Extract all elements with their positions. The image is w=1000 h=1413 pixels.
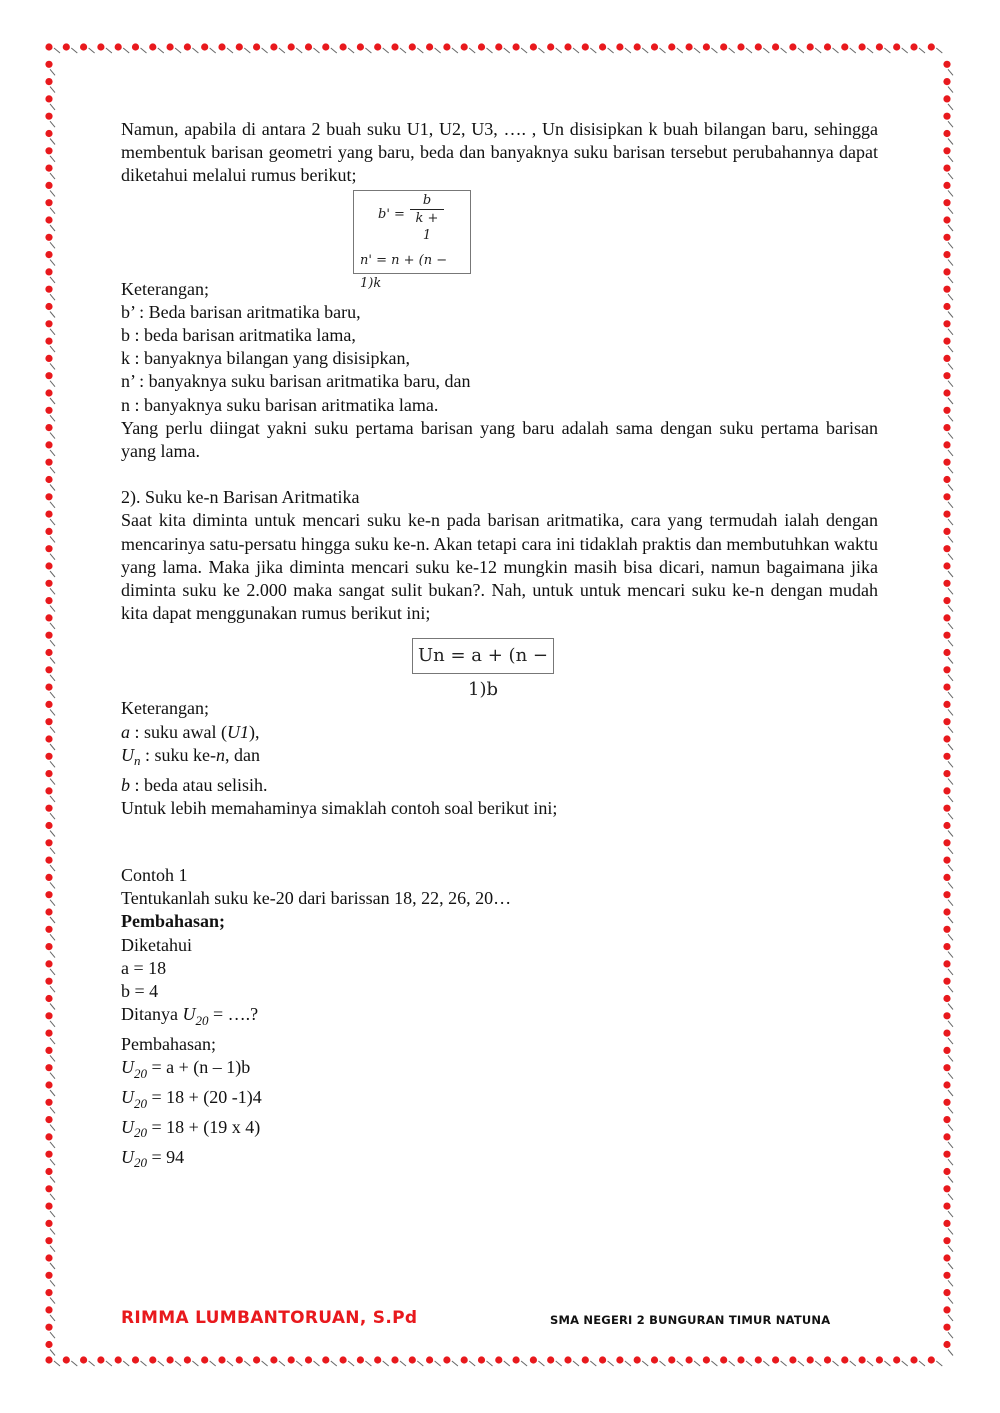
border-dot (943, 493, 953, 508)
border-dot (305, 43, 320, 53)
border-dot (943, 251, 953, 266)
border-dot (478, 43, 493, 53)
border-dot (45, 1012, 55, 1027)
border-dot (564, 1356, 579, 1366)
border-dot (943, 216, 953, 231)
keterangan-note: Yang perlu diingat yakni suku pertama barisan yang baru adalah sama dengan suku pertama barisan yang lama. (121, 417, 878, 462)
border-dot (478, 1356, 493, 1366)
border-dot (943, 1272, 953, 1287)
border-dot (45, 545, 55, 560)
border-dot (45, 234, 55, 249)
border-dot (547, 1356, 562, 1366)
border-dot (943, 597, 953, 612)
border-dot (45, 562, 55, 577)
border-dot (876, 43, 891, 53)
border-dot (322, 1356, 337, 1366)
border-dot (943, 1099, 953, 1114)
border-dot (943, 1047, 953, 1062)
border-dot (943, 510, 953, 525)
section-body: Saat kita diminta untuk mencari suku ke-n pada barisan aritmatika, cara yang termudah ialah dengan mencarinya satu-persatu hingga suku ke-n. Akan tetapi cara ini tidaklah praktis dan membutuhkan waktu yang lama. Maka jika diminta mencari suku ke-12 mungkin masih bisa dicari, namun bagaimana jika diminta suku ke 2.000 maka sangat sulit bukan?. Nah, untuk untuk mencari suku ke-n dengan mudah kita dapat menggunakan rumus berikut ini; (121, 510, 878, 624)
border-dot (45, 1254, 55, 1269)
border-dot (45, 147, 55, 162)
border-dot (45, 1341, 55, 1356)
border-dot (943, 1081, 953, 1096)
border-dot (943, 528, 953, 543)
border-dot (374, 43, 389, 53)
border-dot (772, 43, 787, 53)
border-dot (686, 1356, 701, 1366)
border-dot (943, 978, 953, 993)
border-dot (45, 389, 55, 404)
border-dot (45, 649, 55, 664)
border-dot (45, 355, 55, 370)
border-dot (409, 43, 424, 53)
border-dot (322, 43, 337, 53)
border-dot (943, 1133, 953, 1148)
border-dot (789, 1356, 804, 1366)
border-dot (45, 943, 55, 958)
pembahasan-label: Pembahasan; (121, 1034, 216, 1055)
border-dot (943, 355, 953, 370)
formula-nth-term: Un = a + (n − 1)b (418, 645, 548, 701)
border-dot (943, 338, 953, 353)
border-dot (943, 666, 953, 681)
border-dot (943, 943, 953, 958)
border-dot (943, 545, 953, 560)
border-dot (409, 1356, 424, 1366)
border-dot (859, 1356, 874, 1366)
border-dot (859, 43, 874, 53)
border-dot (253, 43, 268, 53)
border-dot (547, 43, 562, 53)
border-dot (63, 1356, 78, 1366)
keterangan-heading: Keterangan; (121, 698, 209, 719)
border-dot (772, 1356, 787, 1366)
border-dot (943, 960, 953, 975)
border-dot (149, 1356, 164, 1366)
keterangan-heading: Keterangan; (121, 278, 209, 299)
border-dot (288, 1356, 303, 1366)
border-dot (132, 1356, 147, 1366)
border-dot (651, 1356, 666, 1366)
border-dot (928, 43, 943, 53)
border-dot (45, 1116, 55, 1131)
border-dot (443, 1356, 458, 1366)
border-dot (943, 753, 953, 768)
border-dot (943, 822, 953, 837)
border-dot (943, 303, 953, 318)
border-dot (45, 95, 55, 110)
border-dot (943, 268, 953, 283)
footer-author: RIMMA LUMBANTORUAN, S.Pd (121, 1308, 418, 1328)
border-dot (943, 995, 953, 1010)
border-dot (599, 1356, 614, 1366)
border-dot (357, 43, 372, 53)
border-dot (943, 1012, 953, 1027)
border-dot (530, 43, 545, 53)
border-dot (167, 43, 182, 53)
border-dot (45, 908, 55, 923)
border-dot (201, 43, 216, 53)
border-dot (80, 43, 95, 53)
border-dot (45, 61, 55, 76)
border-dot (45, 718, 55, 733)
border-dot (668, 43, 683, 53)
border-dot (943, 874, 953, 889)
border-dot (201, 1356, 216, 1366)
border-dot (616, 43, 631, 53)
border-dot (943, 857, 953, 872)
border-dot (236, 1356, 251, 1366)
border-dot (45, 407, 55, 422)
border-dot (943, 787, 953, 802)
border-dot (720, 1356, 735, 1366)
border-dot (943, 718, 953, 733)
border-dot (45, 787, 55, 802)
keterangan-item: k : banyaknya bilangan yang disisipkan, (121, 348, 410, 369)
border-dot (340, 1356, 355, 1366)
border-dot (824, 1356, 839, 1366)
border-dot (45, 960, 55, 975)
border-dot (270, 1356, 285, 1366)
border-dot (45, 493, 55, 508)
border-dot (45, 78, 55, 93)
border-dot (236, 43, 251, 53)
keterangan-item: b : beda barisan aritmatika lama, (121, 325, 356, 346)
intro-paragraph: Namun, apabila di antara 2 buah suku U1, U2, U3, …. , Un disisipkan k buah bilangan baru, sehingga membentuk barisan geometri yang baru, beda dan banyaknya suku barisan tersebut perubahannya dapat diketahui melalui rumus berikut; (121, 119, 878, 186)
border-dot (45, 1185, 55, 1200)
border-dot (184, 43, 199, 53)
border-dot (876, 1356, 891, 1366)
border-dot (943, 95, 953, 110)
border-dot (789, 43, 804, 53)
border-dot (45, 1237, 55, 1252)
border-dot (45, 251, 55, 266)
border-dot (928, 1356, 943, 1366)
border-dot (634, 43, 649, 53)
border-dot (943, 1185, 953, 1200)
border-dot (893, 1356, 908, 1366)
border-dot (45, 839, 55, 854)
border-dot (943, 805, 953, 820)
border-dot (391, 43, 406, 53)
border-dot (45, 701, 55, 716)
border-dot (943, 1341, 953, 1356)
border-dot (97, 43, 112, 53)
border-dot (270, 43, 285, 53)
border-dot (45, 528, 55, 543)
border-dot (45, 770, 55, 785)
border-dot (45, 165, 55, 180)
border-dot (807, 1356, 822, 1366)
border-dot (45, 1203, 55, 1218)
border-dot (564, 43, 579, 53)
border-dot (45, 805, 55, 820)
legend-un: $U_n$ : suku ke-n, dan (121, 744, 260, 769)
border-dot (288, 43, 303, 53)
border-dot (943, 1151, 953, 1166)
border-dot (634, 1356, 649, 1366)
closing-sentence: Untuk lebih memahaminya simaklah contoh soal berikut ini; (121, 797, 558, 818)
border-dot (115, 1356, 130, 1366)
formula-box-insertion (353, 190, 471, 291)
border-dot (45, 1168, 55, 1183)
border-dot (943, 286, 953, 301)
border-dot (824, 43, 839, 53)
border-dot (426, 43, 441, 53)
border-dot (943, 407, 953, 422)
border-dot (943, 476, 953, 491)
border-dot (426, 1356, 441, 1366)
border-dot (910, 1356, 925, 1366)
given-a: a = 18 (121, 957, 167, 978)
border-dot (737, 43, 752, 53)
border-dot (943, 441, 953, 456)
example-question: Tentukanlah suku ke-20 dari barissan 18, 22, 26, 20… (121, 888, 512, 909)
border-dot (45, 1030, 55, 1045)
border-dot (943, 649, 953, 664)
border-dot (45, 995, 55, 1010)
border-dot (45, 338, 55, 353)
border-dot (943, 320, 953, 335)
border-dot (45, 632, 55, 647)
border-dot (943, 1324, 953, 1339)
border-dot (943, 1203, 953, 1218)
border-dot (45, 891, 55, 906)
border-dot (943, 130, 953, 145)
border-dot (943, 165, 953, 180)
border-dot (218, 1356, 233, 1366)
border-dot (340, 43, 355, 53)
example-pembahasan-label: Pembahasan; (121, 911, 226, 932)
formula-fraction (410, 193, 444, 244)
border-dot (45, 286, 55, 301)
border-dot (45, 113, 55, 128)
formula-denominator: k + 1 (415, 210, 439, 243)
border-dot (703, 1356, 718, 1366)
legend-a: a : suku awal (U1), (121, 721, 260, 742)
border-dot (45, 978, 55, 993)
border-dot (651, 43, 666, 53)
example-title: Contoh 1 (121, 865, 188, 886)
border-dot (45, 1306, 55, 1321)
border-dot (841, 43, 856, 53)
border-dot (616, 1356, 631, 1366)
section-heading: 2). Suku ke-n Barisan Aritmatika (121, 487, 360, 508)
border-dot (45, 753, 55, 768)
border-dot (686, 43, 701, 53)
border-dot (513, 43, 528, 53)
border-dot (45, 182, 55, 197)
border-dot (45, 268, 55, 283)
formula-box-nth-term (412, 638, 554, 701)
border-dot (63, 43, 78, 53)
border-dot (45, 580, 55, 595)
border-dot (253, 1356, 268, 1366)
border-dot (45, 857, 55, 872)
border-dot (132, 43, 147, 53)
border-dot (943, 1116, 953, 1131)
border-dot (45, 1289, 55, 1304)
border-dot (45, 822, 55, 837)
border-dot (943, 113, 953, 128)
border-dot (943, 632, 953, 647)
border-dot (943, 1220, 953, 1235)
border-dot (943, 199, 953, 214)
border-dot (495, 1356, 510, 1366)
border-dot (45, 476, 55, 491)
border-dot (167, 1356, 182, 1366)
border-dot (720, 43, 735, 53)
border-dot (45, 459, 55, 474)
border-dot (943, 424, 953, 439)
border-dot (943, 1064, 953, 1079)
border-dot (943, 1030, 953, 1045)
formula-numerator: b (410, 193, 444, 210)
border-dot (943, 234, 953, 249)
border-dot (755, 43, 770, 53)
border-dot (45, 320, 55, 335)
border-dot (943, 147, 953, 162)
solution-step: $U_{20} = a + (n - 1)b$ (121, 1057, 251, 1081)
border-dot (45, 1324, 55, 1339)
border-dot (943, 1237, 953, 1252)
border-dot (943, 1289, 953, 1304)
keterangan-item: b’ : Beda barisan aritmatika baru, (121, 301, 361, 322)
border-dot (943, 926, 953, 941)
border-dot (45, 1356, 60, 1366)
solution-step: $U_{20} = 18 + (19$ x 4) (121, 1116, 261, 1141)
border-dot (893, 43, 908, 53)
border-dot (943, 182, 953, 197)
border-dot (737, 1356, 752, 1366)
border-dot (115, 43, 130, 53)
border-dot (943, 735, 953, 750)
border-dot (45, 684, 55, 699)
border-dot (943, 614, 953, 629)
border-dot (45, 1272, 55, 1287)
border-dot (530, 1356, 545, 1366)
border-dot (910, 43, 925, 53)
formula-new-count: n' = n + (n − 1)k (360, 252, 448, 291)
solution-step: $U_{20} = 18 + (20$ -1)4 (121, 1087, 262, 1111)
border-dot (45, 597, 55, 612)
border-dot (943, 1306, 953, 1321)
border-dot (45, 372, 55, 387)
border-dot (45, 303, 55, 318)
border-dot (45, 926, 55, 941)
keterangan-item: n : banyaknya suku barisan aritmatika lama. (121, 394, 439, 415)
border-dot (599, 43, 614, 53)
border-dot (45, 1047, 55, 1062)
border-dot (461, 1356, 476, 1366)
border-dot (45, 874, 55, 889)
border-dot (943, 61, 953, 76)
border-dot (45, 424, 55, 439)
border-dot (943, 1168, 953, 1183)
border-dot (184, 1356, 199, 1366)
border-dot (443, 43, 458, 53)
border-dot (45, 130, 55, 145)
border-dot (943, 770, 953, 785)
border-dot (357, 1356, 372, 1366)
border-dot (668, 1356, 683, 1366)
border-dot (461, 43, 476, 53)
border-dot (755, 1356, 770, 1366)
border-dot (45, 1133, 55, 1148)
formula-new-difference-lhs: b' = (378, 206, 405, 222)
border-dot (943, 891, 953, 906)
border-dot (943, 372, 953, 387)
border-dot (45, 1081, 55, 1096)
border-dot (943, 701, 953, 716)
border-dot (943, 580, 953, 595)
border-dot (45, 216, 55, 231)
border-dot (45, 1099, 55, 1114)
border-dot (807, 43, 822, 53)
border-dot (943, 562, 953, 577)
border-dot (80, 1356, 95, 1366)
border-dot (45, 1151, 55, 1166)
border-dot (841, 1356, 856, 1366)
border-dot (943, 839, 953, 854)
border-dot (45, 735, 55, 750)
border-dot (149, 43, 164, 53)
border-dot (45, 510, 55, 525)
border-dot (45, 1064, 55, 1079)
given-b: b = 4 (121, 981, 159, 1002)
border-dot (703, 43, 718, 53)
border-dot (218, 43, 233, 53)
solution-step: $U_{20} = 94$ (121, 1146, 185, 1171)
legend-b: b : beda atau selisih. (121, 774, 268, 795)
border-dot (582, 1356, 597, 1366)
border-dot (943, 684, 953, 699)
border-dot (943, 78, 953, 93)
border-dot (45, 199, 55, 214)
border-dot (582, 43, 597, 53)
border-dot (391, 1356, 406, 1366)
border-dot (45, 666, 55, 681)
document-body (121, 118, 878, 1175)
border-dot (943, 1254, 953, 1269)
keterangan-item: n’ : banyaknya suku barisan aritmatika baru, dan (121, 371, 471, 392)
border-dot (943, 908, 953, 923)
border-dot (45, 614, 55, 629)
border-dot (97, 1356, 112, 1366)
footer-school: SMA NEGERI 2 BUNGURAN TIMUR NATUNA (550, 1313, 831, 1327)
border-dot (943, 459, 953, 474)
border-dot (45, 1220, 55, 1235)
border-dot (513, 1356, 528, 1366)
border-dot (45, 441, 55, 456)
border-dot (374, 1356, 389, 1366)
border-dot (943, 389, 953, 404)
ditanya-line: Ditanya $U_{20}$ = ….? (121, 1004, 259, 1028)
border-dot (495, 43, 510, 53)
border-dot (45, 43, 60, 53)
border-dot (305, 1356, 320, 1366)
diketahui-label: Diketahui (121, 934, 192, 955)
